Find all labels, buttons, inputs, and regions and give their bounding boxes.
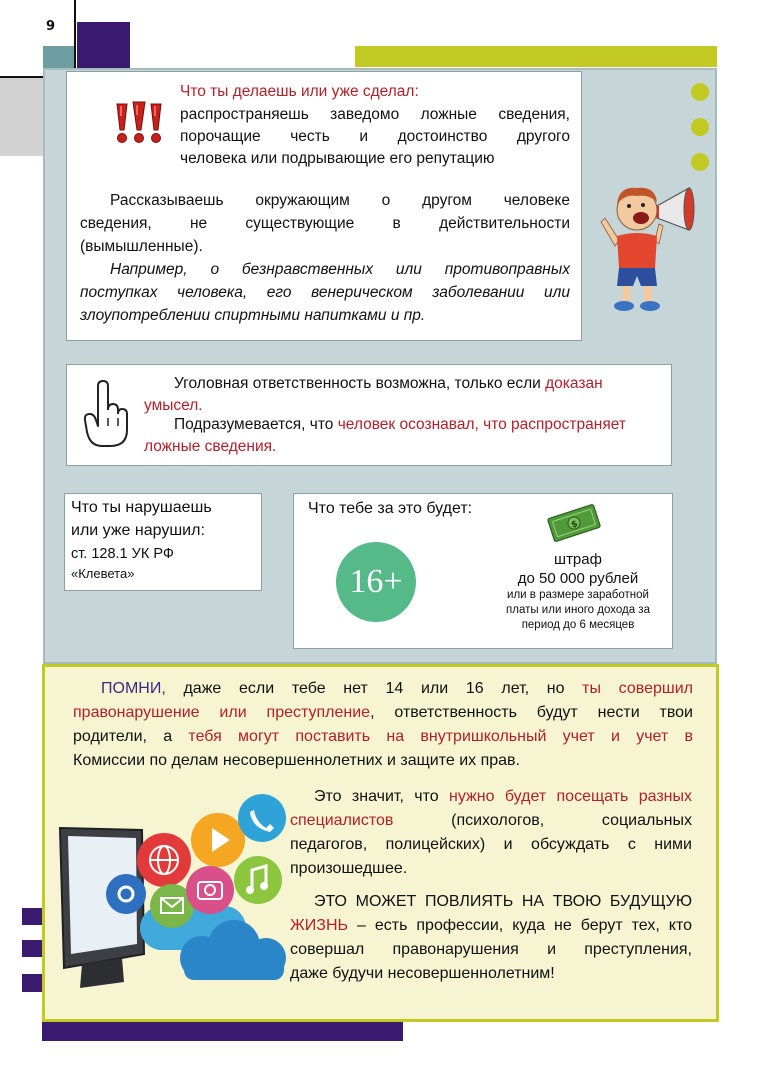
fine-details-line: платы или иного дохода за [506, 604, 650, 616]
violation-article: ст. 128.1 УК РФ [71, 546, 174, 562]
means-line-3: педагогов, полицейских) и обсуждать с ними [290, 836, 692, 853]
box1-para2-line: сведения, не существующие в действительности [80, 215, 570, 232]
future-line-3: совершал правонарушения и преступления, [290, 941, 692, 958]
violation-line2: или уже нарушил: [71, 522, 205, 539]
box1-para2-line: (вымышленные). [80, 238, 203, 255]
decor-stripe [22, 908, 42, 925]
future-line-2: ЖИЗНЬ – есть профессии, куда не берут тех, кто [290, 917, 692, 934]
future-line-1: ЭТО МОЖЕТ ПОВЛИЯТЬ НА ТВОЮ БУДУЩУЮ [314, 893, 692, 910]
box1-para3-line: Например, о безнравственных или противоправных [110, 261, 570, 278]
decor-stripe [22, 940, 42, 957]
violation-line1: Что ты нарушаешь [71, 499, 212, 516]
page-number: 9 [46, 19, 56, 34]
decor-dot [691, 153, 709, 171]
means-line-1: Это значит, что нужно будет посещать разных [314, 788, 693, 805]
fine-details-line: период до 6 месяцев [521, 619, 635, 631]
box2-para2-cont: ложные сведения. [144, 438, 277, 455]
age-badge-label: 16+ [349, 563, 403, 600]
box1-line: порочащие честь и достоинство другого [180, 128, 570, 145]
future-line-4: даже будучи несовершеннолетним! [290, 965, 555, 982]
box1-para2-line: Рассказываешь окружающим о другом человеке [110, 192, 570, 209]
box2-para1: Уголовная ответственность возможна, только если доказан [174, 375, 603, 392]
fine-word: штраф [554, 551, 602, 568]
svg-text:$: $ [570, 519, 580, 531]
remember-line-3: родители, а тебя могут поставить на внутришкольный учет и учет в [73, 728, 694, 745]
fine-details-line: или в размере заработной [507, 589, 649, 601]
box2-para2: Подразумевается, что человек осознавал, что распространяет [174, 416, 626, 433]
box1-line: распространяешь заведомо ложные сведения, [180, 106, 570, 123]
age-badge [336, 542, 416, 622]
remember-line-2: правонарушение или преступление, ответственность будут нести твои [73, 704, 693, 721]
box1-line: человека или подрывающие его репутацию [180, 150, 495, 167]
fine-amount: до 50 000 рублей [517, 570, 639, 587]
box1-para3-line: злоупотреблении спиртными напитками и пр. [80, 307, 426, 324]
box2-para1-cont: умысел. [144, 397, 203, 414]
decor-stripe [22, 974, 42, 992]
decor-dot [691, 83, 709, 101]
box1-para3-line: поступках человека, его венерическом заболевании или [80, 284, 570, 301]
monitor-with-app-icons-illustration [52, 778, 290, 1000]
means-line-4: произошедшее. [290, 860, 408, 877]
top-accent-band [355, 46, 717, 67]
decor-dot [691, 118, 709, 136]
remember-line-1: ПОМНИ, даже если тебе нет 14 или 16 лет, но ты совершил [101, 680, 693, 697]
penalty-title: Что тебе за это будет: [308, 500, 473, 517]
means-line-2: специалистов (психологов, социальных [290, 812, 692, 829]
fine-block [488, 550, 668, 633]
banknote-icon [546, 503, 602, 543]
exclamation-marks-icon [114, 100, 164, 146]
boy-with-megaphone-illustration [597, 178, 707, 314]
bottom-purple-band [42, 1022, 403, 1041]
raised-finger-hand-icon [82, 380, 130, 448]
remember-line-4: Комиссии по делам несовершеннолетних и защите их прав. [73, 752, 520, 769]
violation-name: «Клевета» [71, 566, 135, 581]
box1-heading: Что ты делаешь или уже сделал: [180, 83, 419, 100]
